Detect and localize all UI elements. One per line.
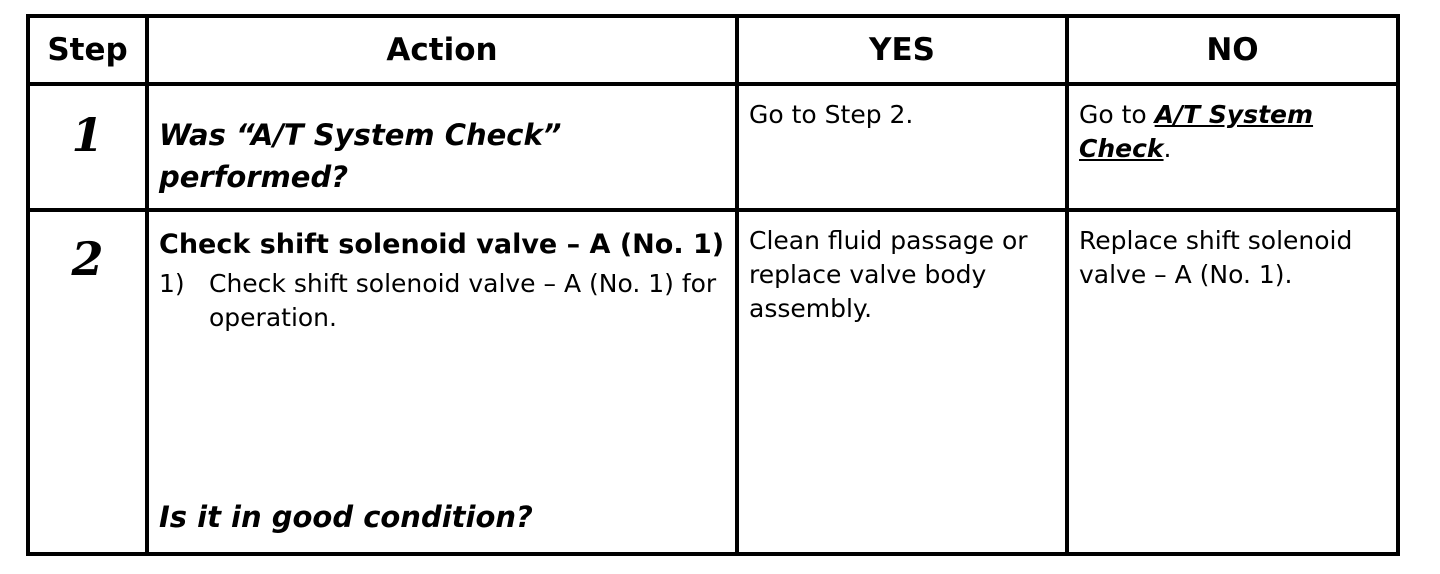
header-row xyxy=(30,18,1396,84)
no-prefix: Go to xyxy=(1079,100,1155,129)
action-cell xyxy=(147,210,737,552)
no-cell: Replace shift solenoid valve – A (No. 1). xyxy=(1067,210,1396,552)
substep-text: Check shift solenoid valve – A (No. 1) for operation. xyxy=(209,269,717,332)
action-question: Was “A/T System Check” performed? xyxy=(159,118,562,194)
header-no: NO xyxy=(1067,18,1396,84)
diagnostic-table-grid xyxy=(30,18,1396,552)
action-title: Check shift solenoid valve – A (No. 1) xyxy=(159,229,725,260)
action-cell xyxy=(147,84,737,210)
yes-cell: Clean fluid passage or replace valve body assembly. xyxy=(737,210,1067,552)
step-number: 2 xyxy=(30,210,147,552)
header-step: Step xyxy=(30,18,147,84)
step-number: 1 xyxy=(30,84,147,210)
diagnostic-table xyxy=(26,14,1400,556)
a-t-system-check-link[interactable]: A/T System Check xyxy=(1079,100,1314,163)
substep xyxy=(159,267,725,335)
table-row xyxy=(30,210,1396,552)
header-action: Action xyxy=(147,18,737,84)
no-cell xyxy=(1067,84,1396,210)
substep-number: 1) xyxy=(159,269,185,298)
no-suffix: . xyxy=(1163,134,1172,163)
table-row xyxy=(30,84,1396,210)
header-yes: YES xyxy=(737,18,1067,84)
yes-cell: Go to Step 2. xyxy=(737,84,1067,210)
action-question: Is it in good condition? xyxy=(159,500,533,534)
